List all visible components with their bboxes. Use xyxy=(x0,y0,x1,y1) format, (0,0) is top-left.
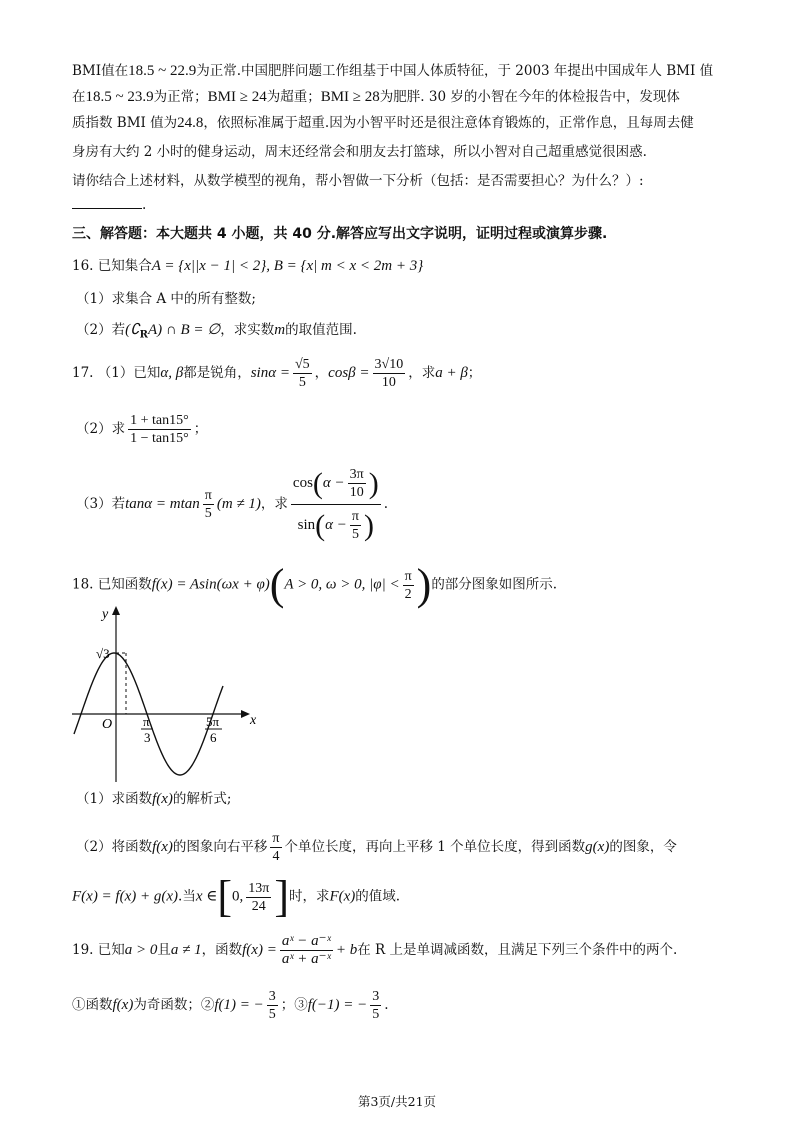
fraction xyxy=(373,356,406,391)
answer-blank[interactable] xyxy=(72,196,142,209)
text: 都是锐角， xyxy=(183,365,251,381)
math: m xyxy=(274,322,286,338)
numerator: π xyxy=(351,509,359,525)
numerator: 3 xyxy=(268,989,276,1004)
section-heading: 三、解答题：本大题共 4 小题，共 40 分.解答应写出文字说明，证明过程或演算步骤. xyxy=(72,226,608,242)
text: . xyxy=(142,197,147,213)
math: F(x) xyxy=(329,888,356,905)
q18-part2-cont xyxy=(72,872,401,921)
math: 24.8 xyxy=(177,115,204,131)
passage-line-3 xyxy=(72,114,694,132)
denominator: 5 xyxy=(351,527,359,543)
tick1-den: 3 xyxy=(144,730,151,745)
math: 18.5 ~ 23.9 xyxy=(85,89,154,105)
numerator: π xyxy=(272,831,280,846)
passage-line-5: 请你结合上述材料，从数学模型的视角，帮小智做一下分析（包括：是否需要担心？为什么？）: xyxy=(72,173,644,189)
math: cos xyxy=(292,475,313,491)
passage-line-4: 身房有大约 2 小时的健身运动，周末还经常会和朋友去打篮球，所以小智对自己超重感觉很困惑. xyxy=(72,144,647,160)
text: 为奇函数；② xyxy=(133,997,215,1013)
fraction xyxy=(246,880,271,915)
math: A) ∩ B = ∅ xyxy=(147,322,221,338)
text: ；③ xyxy=(280,997,308,1013)
text: 在 R 上是单调减函数，且满足下列三个条件中的两个. xyxy=(357,942,678,958)
math: f(x) = Asin(ωx + φ) xyxy=(151,576,270,593)
math: f(x) xyxy=(152,839,173,855)
denominator: 10 xyxy=(381,375,396,390)
denominator xyxy=(291,505,381,546)
passage-line-2 xyxy=(72,88,680,106)
q17-part3 xyxy=(76,462,388,546)
denominator: 24 xyxy=(251,898,266,914)
denominator: 5 xyxy=(204,506,212,521)
math: f(x) xyxy=(152,791,173,807)
text: （3）若 xyxy=(76,496,126,512)
q18-part1 xyxy=(76,790,231,808)
math: f(−1) = − xyxy=(307,997,368,1013)
text: ，依照标准属于超重.因为小智平时还是很注意体育锻炼的，正常作息，且每周去健 xyxy=(203,115,694,131)
q16-stem xyxy=(72,257,423,275)
math: α − xyxy=(322,475,345,491)
text: 的取值范围. xyxy=(285,322,357,338)
tick2-den: 6 xyxy=(210,730,217,745)
big-fraction xyxy=(291,463,381,546)
text: 的解析式; xyxy=(172,791,232,807)
math: BMI ≥ 28 xyxy=(320,89,380,105)
passage-line-1 xyxy=(72,62,713,80)
denominator: 4 xyxy=(272,849,280,864)
paren: ( xyxy=(312,466,323,500)
text: . xyxy=(384,997,389,1013)
text: 在 xyxy=(72,89,86,105)
sine-graph xyxy=(60,600,270,785)
text: .当 xyxy=(178,888,196,905)
numerator: 3√10 xyxy=(374,357,404,372)
y-axis-label: y xyxy=(102,607,109,622)
q18-part2 xyxy=(76,828,677,866)
text: 18. 已知函数 xyxy=(72,576,152,593)
text: （2）若 xyxy=(76,322,126,338)
denominator: 1 − tan15° xyxy=(130,431,189,446)
origin-label: O xyxy=(102,717,113,732)
numerator: π xyxy=(204,488,212,503)
fraction xyxy=(348,466,366,501)
math: A > 0, ω > 0, |φ| < xyxy=(284,576,400,593)
text: 19. 已知 xyxy=(72,942,125,958)
q19-stem xyxy=(72,930,677,970)
fraction xyxy=(270,830,281,865)
denominator: 10 xyxy=(349,485,364,501)
paren: ( xyxy=(315,508,326,542)
math: 18.5 ~ 22.9 xyxy=(128,63,197,79)
text: ； xyxy=(193,421,208,437)
math: tanα = mtan xyxy=(125,496,200,512)
text: 时，求 xyxy=(288,888,330,905)
x-axis-label: x xyxy=(250,713,257,728)
text: （1）求函数 xyxy=(76,791,153,807)
math: BMI ≥ 24 xyxy=(207,89,267,105)
text: ，求 xyxy=(260,496,288,512)
fraction xyxy=(370,988,381,1023)
math: f(x) = xyxy=(242,942,277,958)
math: f(x) xyxy=(112,997,134,1013)
x-axis-arrow xyxy=(241,710,250,718)
math-sub: R xyxy=(139,329,148,341)
paren: ) xyxy=(368,466,379,500)
bracket: [ xyxy=(217,872,232,921)
text: 为超重； xyxy=(266,89,321,105)
paren: ( xyxy=(269,560,285,609)
text: 为正常； xyxy=(153,89,208,105)
text: ； xyxy=(467,365,482,381)
ymax-label: √3 xyxy=(96,646,110,661)
math: 0, xyxy=(232,888,244,905)
text: 质指数 BMI 值为 xyxy=(72,115,178,131)
text: 个单位长度，再向上平移 1 个单位长度，得到函数 xyxy=(284,839,586,855)
q16-part1: （1）求集合 A 中的所有整数; xyxy=(76,291,256,307)
bracket: ] xyxy=(274,872,289,921)
denominator: 5 xyxy=(268,1007,276,1022)
fraction xyxy=(203,487,214,522)
math: α − xyxy=(325,517,347,533)
math: a ≠ 1 xyxy=(170,942,202,958)
text: 为正常.中国肥胖问题工作组基于中国人体质特征，于 2003 年提出中国成年人 BMI 值 xyxy=(196,63,714,79)
math: α, β xyxy=(160,365,184,381)
text: ，求实数 xyxy=(220,322,275,338)
math: cosβ = xyxy=(328,365,370,381)
denominator: 2 xyxy=(404,586,412,602)
text: 17. （1）已知 xyxy=(72,365,161,381)
tick2-num: 5π xyxy=(206,714,220,729)
denominator: 5 xyxy=(298,375,306,390)
text: 的图象，令 xyxy=(609,839,677,855)
numerator: 3 xyxy=(372,989,380,1004)
fraction xyxy=(128,412,191,447)
math: + b xyxy=(335,942,358,958)
q17-part2 xyxy=(76,410,207,448)
y-axis-arrow xyxy=(112,606,120,615)
q19-conditions xyxy=(72,985,389,1025)
text: 的值域. xyxy=(355,888,401,905)
numerator: aˣ − a⁻ˣ xyxy=(281,933,331,949)
denominator: 5 xyxy=(372,1007,380,1022)
numerator xyxy=(291,463,381,505)
fraction xyxy=(350,508,361,543)
fraction xyxy=(280,933,333,968)
numerator: √5 xyxy=(294,357,310,372)
text: 为肥胖. 30 岁的小智在今年的体检报告中，发现体 xyxy=(379,89,680,105)
numerator: 13π xyxy=(248,880,270,896)
text: BMI值在 xyxy=(72,63,129,79)
math: F(x) = f(x) + g(x) xyxy=(72,888,179,905)
paren: ) xyxy=(416,560,432,609)
text: . xyxy=(383,496,389,512)
numerator: 1 + tan15° xyxy=(130,413,189,428)
math: sin xyxy=(297,517,316,533)
math: x ∈ xyxy=(195,888,218,905)
math: f(1) = − xyxy=(214,997,264,1013)
tick1-num: π xyxy=(143,714,150,729)
fraction xyxy=(267,988,278,1023)
page-number: 第3页/共21页 xyxy=(357,1094,437,1109)
text: ，求 xyxy=(408,365,436,381)
q17-part1: 17. （1）已知α, β都是锐角，sinα = $\frac{√5}{5}$ ，cosβ = $\frac{3√10}{10}$ ，求a + β； xyxy=(72,357,482,390)
text: 的图象向右平移 xyxy=(172,839,268,855)
text: 16. 已知集合 xyxy=(72,258,152,274)
math: A = {x||x − 1| < 2}, B = {x| m < x < 2m + 3} xyxy=(151,258,424,274)
text: 的部分图象如图所示. xyxy=(431,576,558,593)
text: （2）将函数 xyxy=(76,839,153,855)
numerator: π xyxy=(404,568,412,584)
fraction xyxy=(403,568,414,603)
math: a > 0 xyxy=(124,942,158,958)
numerator: 3π xyxy=(349,467,364,483)
q16-part2 xyxy=(76,321,357,345)
math: sinα = xyxy=(250,365,290,381)
answer-blank-line xyxy=(72,196,146,214)
fraction xyxy=(293,356,312,391)
text: ，函数 xyxy=(201,942,243,958)
text: （2）求 xyxy=(76,421,126,437)
math: (∁ xyxy=(125,322,140,338)
math: a + β xyxy=(435,365,468,381)
math: g(x) xyxy=(585,839,610,855)
math: (m ≠ 1) xyxy=(216,496,261,512)
paren: ) xyxy=(363,508,374,542)
text: ①函数 xyxy=(72,997,113,1013)
denominator: aˣ + a⁻ˣ xyxy=(281,951,331,967)
text: 且 xyxy=(157,942,171,958)
